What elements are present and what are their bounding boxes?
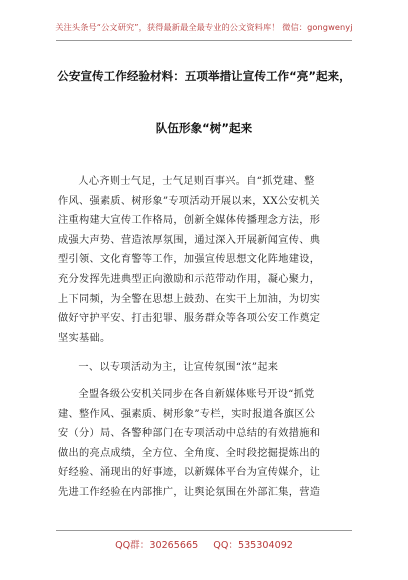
section-heading-text: 一、以专项活动为主，让宣传氛围“浓”起来 xyxy=(78,362,279,373)
paragraph-line: 坚实基础。 xyxy=(58,332,111,344)
footer-divider xyxy=(56,530,352,531)
paragraph-line: 型引领、文化育警等工作，加强宣传思想文化阵地建设， xyxy=(58,254,321,266)
paragraph-line: 人心齐则士气足，士气足则百事兴。自“抓党建、整 xyxy=(78,176,315,187)
header-banner: 关注头条号“公文研究”，获得最新最全最专业的公文资料库！ 微信：gongwenyj xyxy=(55,22,353,32)
paragraph-line: 充分发挥先进典型正向激励和示范带动作用，凝心聚力， xyxy=(58,273,321,285)
paragraph-line: 成强大声势、营造浓厚氛围，通过深入开展新闻宣传、典 xyxy=(58,234,321,246)
document-title: 公安宣传工作经验材料：五项举措让宣传工作“亮”起来， xyxy=(57,69,351,83)
footer-contact xyxy=(0,537,408,551)
paragraph-line: 做好守护平安、打击犯罪、服务群众等各项公安工作奠定 xyxy=(58,313,321,325)
paragraph-line: 注重构建大宣传工作格局，创新全媒体传播理念方法，形 xyxy=(58,215,321,227)
document-subtitle: 队伍形象“树”起来 xyxy=(155,121,253,135)
body-paragraph xyxy=(58,385,356,503)
paragraph-line: 先进工作经验在内部推广，让舆论氛围在外部汇集，营造 xyxy=(58,486,321,498)
qq-number: QQ：535304092 xyxy=(213,540,293,551)
qq-group-number: QQ群：30265665 xyxy=(115,540,199,551)
paragraph-line: 安（分）局、各警种部门在专项活动中总结的有效措施和 xyxy=(58,428,321,440)
paragraph-line: 做出的亮点成绩，全方位、全角度、全时段挖掘提炼出的 xyxy=(58,447,321,459)
section-heading xyxy=(58,358,356,378)
body-paragraph xyxy=(58,172,356,348)
paragraph-line: 作风、强素质、树形象”专项活动开展以来，XX公安机关 xyxy=(58,195,320,207)
header-divider xyxy=(56,40,352,41)
paragraph-line: 建、整作风、强素质、树形象”专栏，实时报道各旗区公 xyxy=(58,408,316,420)
paragraph-line: 全盟各级公安机关同步在各自新媒体账号开设“抓党 xyxy=(78,389,315,400)
paragraph-line: 好经验、涌现出的好事迹，以新媒体平台为宣传媒介，让 xyxy=(58,467,321,479)
paragraph-line: 上下同频，为全警在思想上鼓劲、在实干上加油，为切实 xyxy=(58,293,321,305)
